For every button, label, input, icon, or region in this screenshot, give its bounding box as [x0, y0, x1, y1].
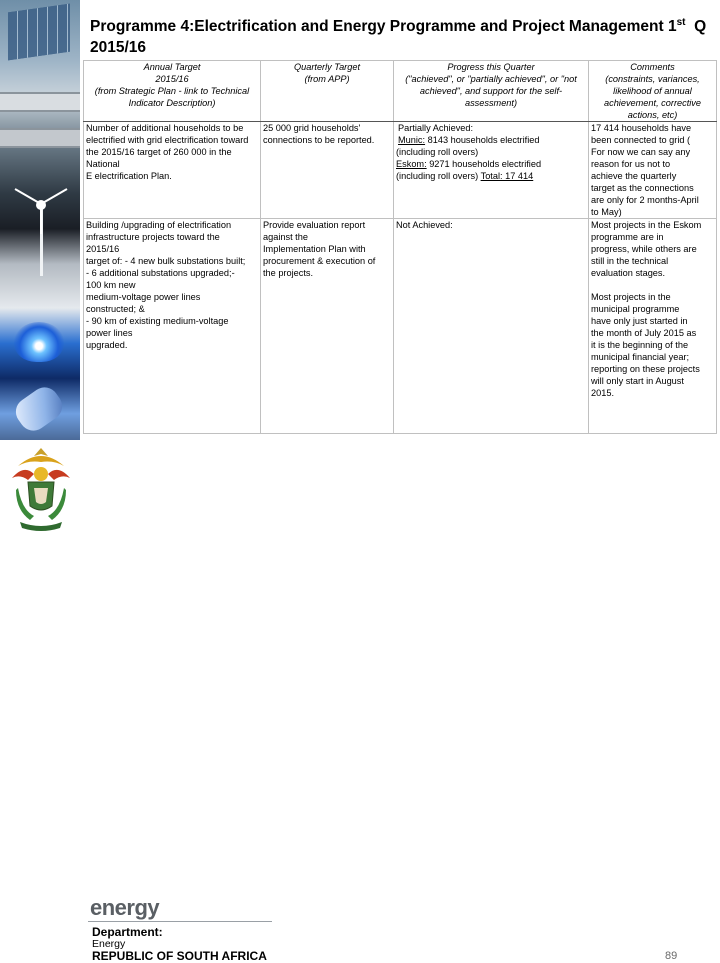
solar-panel-image	[8, 4, 70, 61]
row2-progress: Not Achieved:	[394, 219, 589, 434]
header-progress: Progress this Quarter ("achieved", or "partially achieved", or "not achieved", and support for the self- assessment)	[394, 61, 589, 122]
title-superscript: st	[676, 17, 686, 28]
energy-saving-bulb-image	[10, 382, 67, 436]
department-name: Department: Energy REPUBLIC OF SOUTH AFRICA	[92, 925, 267, 963]
header-annual-target: Annual Target 2015/16 (from Strategic Plan - link to Technical Indicator Description)	[84, 61, 261, 122]
table-row	[84, 122, 717, 219]
footer-logo-area	[0, 440, 720, 963]
page-number: 89	[665, 950, 678, 962]
logo-divider	[88, 921, 272, 922]
row2-annual-target: Building /upgrading of electrification infrastructure projects toward the 2015/16 target of: - 4 new bulk substations built; - 6 additional substations upgraded;- 100 km new medium-voltage power lines constructed; & - 90 km of existing medium-voltage power lines upgraded.	[84, 219, 261, 434]
gas-flame-image	[14, 322, 64, 362]
row1-progress: Partially Achieved: Munic: 8143 households electrified (including roll overs) Eskom: 9271 households electrified (including roll overs) Total: 17 414	[394, 122, 589, 219]
row1-comments: 17 414 households have been connected to grid ( For now we can say any reason for us not to achieve the quarterly target as the connections are only for 2 months-April to May)	[589, 122, 717, 219]
pipeline-image	[0, 92, 80, 112]
energy-brand-wordmark: energy	[90, 895, 160, 920]
header-comments: Comments (constraints, variances, likelihood of annual achievement, corrective actions, etc)	[589, 61, 717, 122]
performance-table	[83, 60, 717, 434]
row2-comments: Most projects in the Eskom programme are in progress, while others are still in the technical evaluation stages. Most projects in the municipal programme have only just started in the month of July 2015 as it is the beginning of the municipal financial year; reporting on these projects will only start in August 2015.	[589, 219, 717, 434]
turbine-hub	[36, 200, 46, 210]
title-line1: Programme 4:Electrification and Energy Programme and Project Management 1	[90, 18, 677, 36]
decorative-energy-image-strip	[0, 0, 80, 440]
row1-annual-target: Number of additional households to be electrified with grid electrification toward the 2015/16 target of 260 000 in the National E electrification Plan.	[84, 122, 261, 219]
table-header-row	[84, 61, 717, 122]
row1-quarterly-target: 25 000 grid households' connections to be reported.	[261, 122, 394, 219]
row2-quarterly-target: Provide evaluation report against the Implementation Plan with procurement & execution of the projects.	[261, 219, 394, 434]
coat-of-arms-icon	[8, 444, 74, 536]
title-line1-tail: Q	[694, 18, 707, 36]
table-row	[84, 219, 717, 434]
title-line2: 2015/16	[90, 39, 147, 57]
header-quarterly-target: Quarterly Target (from APP)	[261, 61, 394, 122]
pipeline-image	[0, 128, 80, 148]
slide-title	[90, 12, 720, 58]
